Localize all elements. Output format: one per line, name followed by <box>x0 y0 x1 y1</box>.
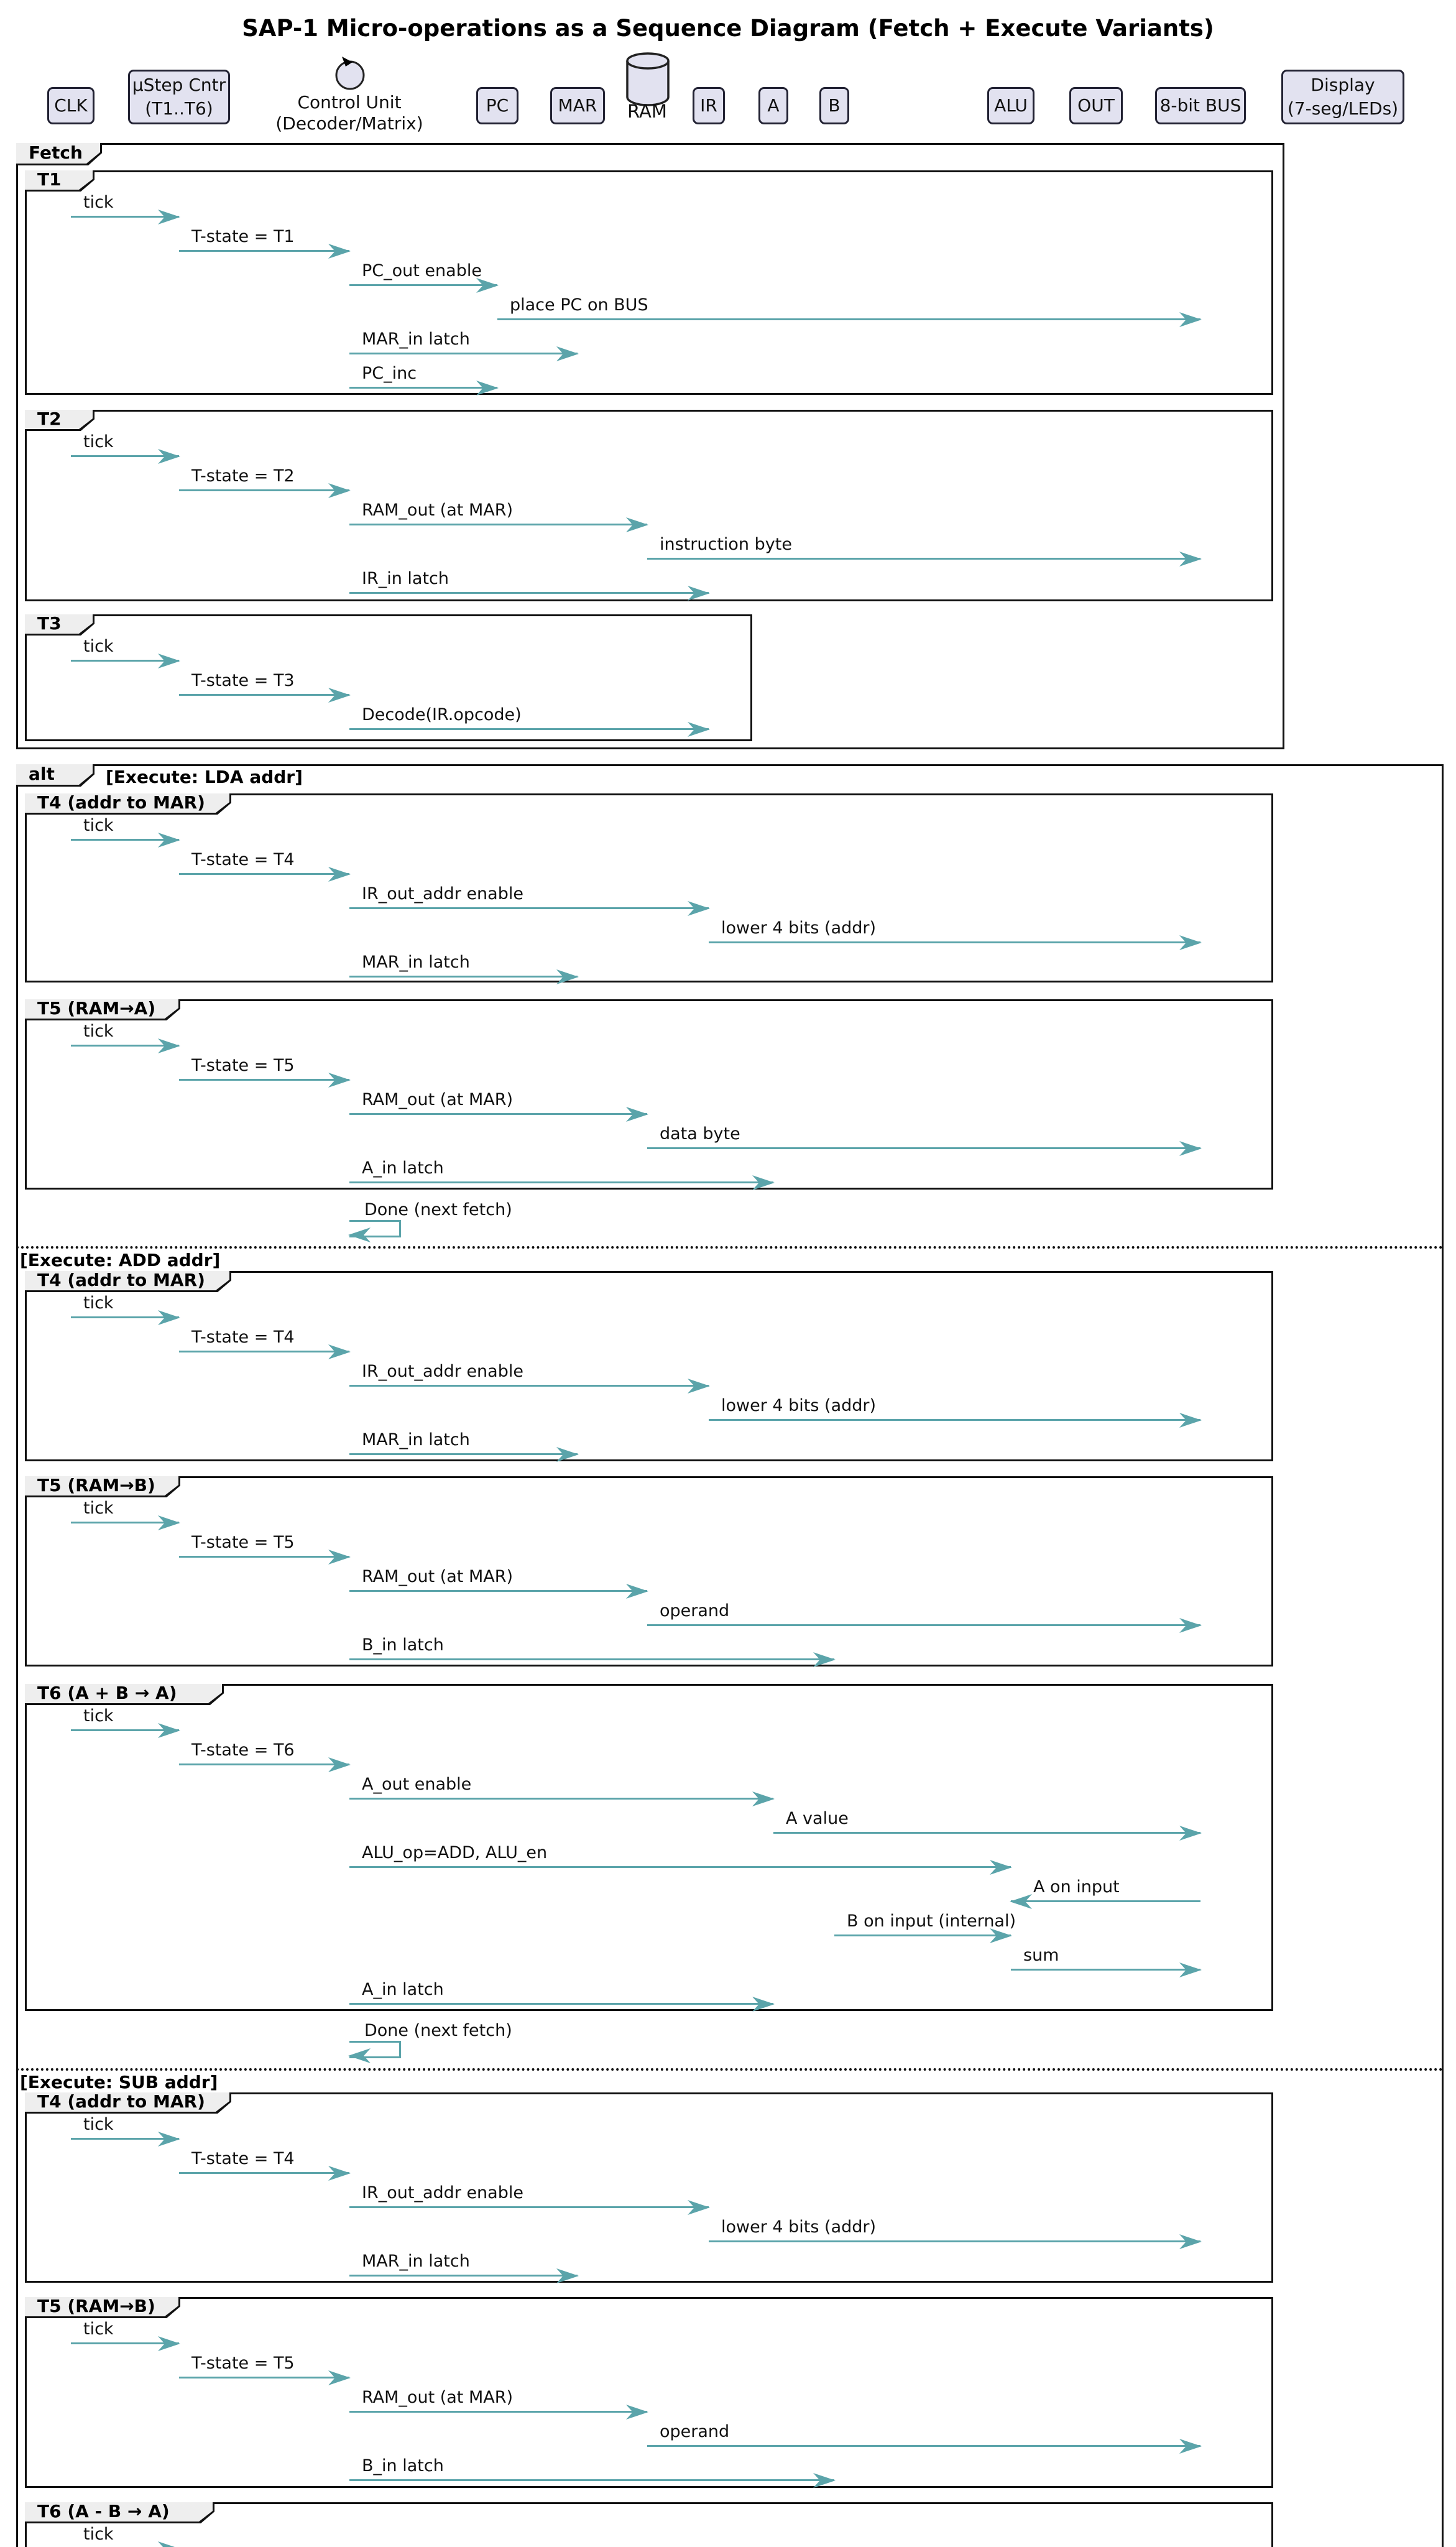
message-line <box>179 489 349 491</box>
participant-out <box>1069 87 1123 124</box>
message-label: IR_out_addr enable <box>362 2183 523 2203</box>
message-label: T-state = T4 <box>191 1328 295 1347</box>
message-line <box>349 1181 773 1183</box>
message-label: tick <box>83 1706 114 1726</box>
frame-tab-label: T4 (addr to MAR) <box>37 792 205 813</box>
message-line <box>647 558 1200 560</box>
message-label: tick <box>83 816 114 835</box>
message-line <box>349 1113 647 1115</box>
message-label: Done (next fetch) <box>364 2021 512 2040</box>
frame-tab-label: T4 (addr to MAR) <box>37 1270 205 1290</box>
group-tab <box>25 999 180 1020</box>
group-tab <box>25 410 94 431</box>
participant-label: CLK <box>54 95 88 116</box>
message-line <box>71 216 179 218</box>
message-line <box>71 2138 179 2140</box>
message-label: T-state = T5 <box>191 2354 295 2373</box>
message-line <box>349 976 578 978</box>
message-label: T-state = T6 <box>191 1740 295 1760</box>
message-label: A_in latch <box>362 1158 444 1178</box>
alt-condition-label: [Execute: ADD addr] <box>20 1250 221 1270</box>
message-line <box>1011 1900 1200 1902</box>
message-line <box>71 1522 179 1523</box>
participant-disp <box>1281 70 1404 124</box>
frame-tab-label: T1 <box>37 169 62 190</box>
message-line <box>709 2240 1200 2242</box>
message-label: MAR_in latch <box>362 330 470 349</box>
group-tab <box>25 614 94 636</box>
message-line <box>71 1045 179 1047</box>
message-line <box>647 1147 1200 1149</box>
group-tab <box>25 793 231 815</box>
message-line <box>773 1832 1200 1834</box>
message-line <box>1011 1969 1200 1971</box>
participant-label: A <box>767 95 780 116</box>
group-tab <box>25 1271 231 1292</box>
participant-label: B <box>828 95 841 116</box>
message-label: tick <box>83 193 114 212</box>
message-line <box>349 1385 709 1387</box>
message-line <box>349 2206 709 2208</box>
frame-fetch-tab <box>16 143 102 165</box>
message-line <box>71 660 179 662</box>
message-label: tick <box>83 1499 114 1518</box>
group-frame <box>25 2092 1273 2283</box>
diagram-title: SAP-1 Micro-operations as a Sequence Diagram (Fetch + Execute Variants) <box>242 15 1214 42</box>
message-label: A value <box>786 1809 849 1828</box>
message-label: tick <box>83 1293 114 1313</box>
message-line <box>179 1556 349 1558</box>
participant-label: 8-bit BUS <box>1159 95 1242 116</box>
message-label: B_in latch <box>362 1635 444 1655</box>
message-line <box>349 2003 773 2005</box>
message-line <box>179 2172 349 2174</box>
message-line <box>349 1658 834 1660</box>
participant-ir <box>693 87 725 124</box>
group-tab <box>25 2502 214 2523</box>
message-label: tick <box>83 1022 114 1041</box>
message-label: ALU_op=ADD, ALU_en <box>362 1843 548 1862</box>
message-label: IR_out_addr enable <box>362 1362 523 1381</box>
participant-label: OUT <box>1077 95 1115 116</box>
participant-b <box>819 87 849 124</box>
alt-condition-label: [Execute: LDA addr] <box>106 767 303 787</box>
participant-label: MAR <box>558 95 597 116</box>
participant-sublabel: (Decoder/Matrix) <box>275 113 423 134</box>
message-label: B on input (internal) <box>847 1911 1016 1931</box>
message-label: T-state = T2 <box>191 466 295 486</box>
message-line <box>349 2479 834 2481</box>
group-frame <box>25 999 1273 1190</box>
message-label: T-state = T3 <box>191 671 295 690</box>
participant-alu <box>987 87 1034 124</box>
message-label: Done (next fetch) <box>364 1200 512 1219</box>
message-label: operand <box>660 2422 730 2441</box>
participant-label: Display <box>1311 75 1375 95</box>
participant-sublabel: (T1..T6) <box>145 98 213 119</box>
message-label: RAM_out (at MAR) <box>362 501 514 520</box>
message-label: RAM_out (at MAR) <box>362 1090 514 1109</box>
message-line <box>349 2411 647 2413</box>
alt-separator <box>16 2068 1444 2071</box>
message-line <box>349 1590 647 1592</box>
message-label: PC_inc <box>362 364 417 383</box>
participant-bus <box>1155 87 1246 124</box>
frame-tab-label: T5 (RAM→A) <box>37 998 156 1019</box>
message-line <box>179 873 349 875</box>
participant-pc <box>476 87 518 124</box>
message-line <box>349 907 709 909</box>
message-label: tick <box>83 432 114 451</box>
message-label: A on input <box>1033 1877 1120 1897</box>
message-line <box>709 1419 1200 1421</box>
message-label: T-state = T5 <box>191 1533 295 1552</box>
message-line <box>179 1351 349 1352</box>
group-frame <box>25 1271 1273 1461</box>
group-frame <box>25 1684 1273 2011</box>
frame-tab-label: T4 (addr to MAR) <box>37 2091 205 2112</box>
message-line <box>71 839 179 841</box>
group-tab <box>25 2092 231 2114</box>
control-icon <box>332 55 368 93</box>
message-line <box>497 318 1200 320</box>
message-line <box>647 1624 1200 1626</box>
frame-tab-label: alt <box>29 764 55 784</box>
message-label: tick <box>83 2525 114 2544</box>
message-line <box>179 250 349 252</box>
message-label: instruction byte <box>660 535 792 554</box>
message-label: tick <box>83 2115 114 2134</box>
group-frame <box>25 170 1273 395</box>
message-line <box>349 284 497 286</box>
frame-tab-label: T3 <box>37 613 62 634</box>
group-tab <box>25 1476 180 1497</box>
participant-label: PC <box>486 95 509 116</box>
message-label: T-state = T5 <box>191 1056 295 1075</box>
group-frame <box>25 410 1273 601</box>
message-label: IR_out_addr enable <box>362 884 523 904</box>
participant-a <box>758 87 788 124</box>
participant-label: ALU <box>994 95 1028 116</box>
message-line <box>179 2377 349 2378</box>
message-label: MAR_in latch <box>362 953 470 972</box>
message-line <box>179 1079 349 1081</box>
group-tab <box>25 1684 224 1705</box>
frame-tab-label: Fetch <box>29 142 83 163</box>
frame-alt-tab <box>16 764 94 787</box>
message-line <box>71 1729 179 1731</box>
group-tab <box>25 170 94 192</box>
frame-tab-label: T6 (A + B → A) <box>37 1683 177 1703</box>
alt-separator <box>16 1246 1444 1249</box>
message-line <box>349 353 578 354</box>
message-label: T-state = T1 <box>191 227 295 246</box>
message-line <box>349 1453 578 1455</box>
message-line <box>647 2445 1200 2447</box>
participant-clk <box>47 87 94 124</box>
participant-ustep <box>128 70 230 124</box>
message-line <box>71 455 179 457</box>
message-label: lower 4 bits (addr) <box>721 1396 877 1415</box>
participant-label: µStep Cntr <box>132 75 226 95</box>
group-tab <box>25 2297 180 2318</box>
group-frame <box>25 1476 1273 1666</box>
message-label: RAM_out (at MAR) <box>362 1567 514 1586</box>
message-line <box>349 2275 578 2277</box>
frame-tab-label: T5 (RAM→B) <box>37 2296 155 2316</box>
message-line <box>349 592 709 594</box>
participant-label: RAM <box>627 101 667 122</box>
message-line <box>349 387 497 389</box>
message-line <box>179 694 349 696</box>
message-label: T-state = T4 <box>191 2149 295 2168</box>
message-label: lower 4 bits (addr) <box>721 918 877 938</box>
message-line <box>834 1935 1011 1936</box>
message-line <box>349 728 709 730</box>
message-label: lower 4 bits (addr) <box>721 2217 877 2237</box>
message-line <box>71 2342 179 2344</box>
group-frame <box>25 2297 1273 2488</box>
participant-sublabel: (7-seg/LEDs) <box>1287 98 1399 119</box>
message-label: A_in latch <box>362 1980 444 1999</box>
message-line <box>349 1866 1011 1868</box>
message-line <box>709 941 1200 943</box>
message-label: operand <box>660 1601 730 1620</box>
group-frame <box>25 793 1273 982</box>
message-label: tick <box>83 2319 114 2339</box>
alt-condition-label: [Execute: SUB addr] <box>20 2072 218 2092</box>
message-label: PC_out enable <box>362 261 482 280</box>
participant-mar <box>550 87 605 124</box>
message-label: sum <box>1023 1946 1059 1965</box>
message-label: MAR_in latch <box>362 1430 470 1449</box>
message-line <box>179 1763 349 1765</box>
message-label: tick <box>83 637 114 656</box>
message-label: data byte <box>660 1124 740 1144</box>
message-label: RAM_out (at MAR) <box>362 2388 514 2407</box>
message-label: Decode(IR.opcode) <box>362 705 522 724</box>
message-label: T-state = T4 <box>191 850 295 869</box>
message-label: IR_in latch <box>362 569 449 588</box>
message-line <box>349 1798 773 1800</box>
frame-tab-label: T6 (A - B → A) <box>37 2501 170 2522</box>
message-line <box>71 1316 179 1318</box>
message-label: B_in latch <box>362 2456 444 2475</box>
frame-tab-label: T5 (RAM→B) <box>37 1475 155 1495</box>
frame-tab-label: T2 <box>37 409 62 429</box>
message-label: MAR_in latch <box>362 2252 470 2271</box>
participant-label: Control Unit <box>297 92 402 113</box>
message-label: A_out enable <box>362 1775 472 1794</box>
participant-label: IR <box>700 95 717 116</box>
message-label: place PC on BUS <box>510 295 648 315</box>
message-line <box>349 524 647 525</box>
